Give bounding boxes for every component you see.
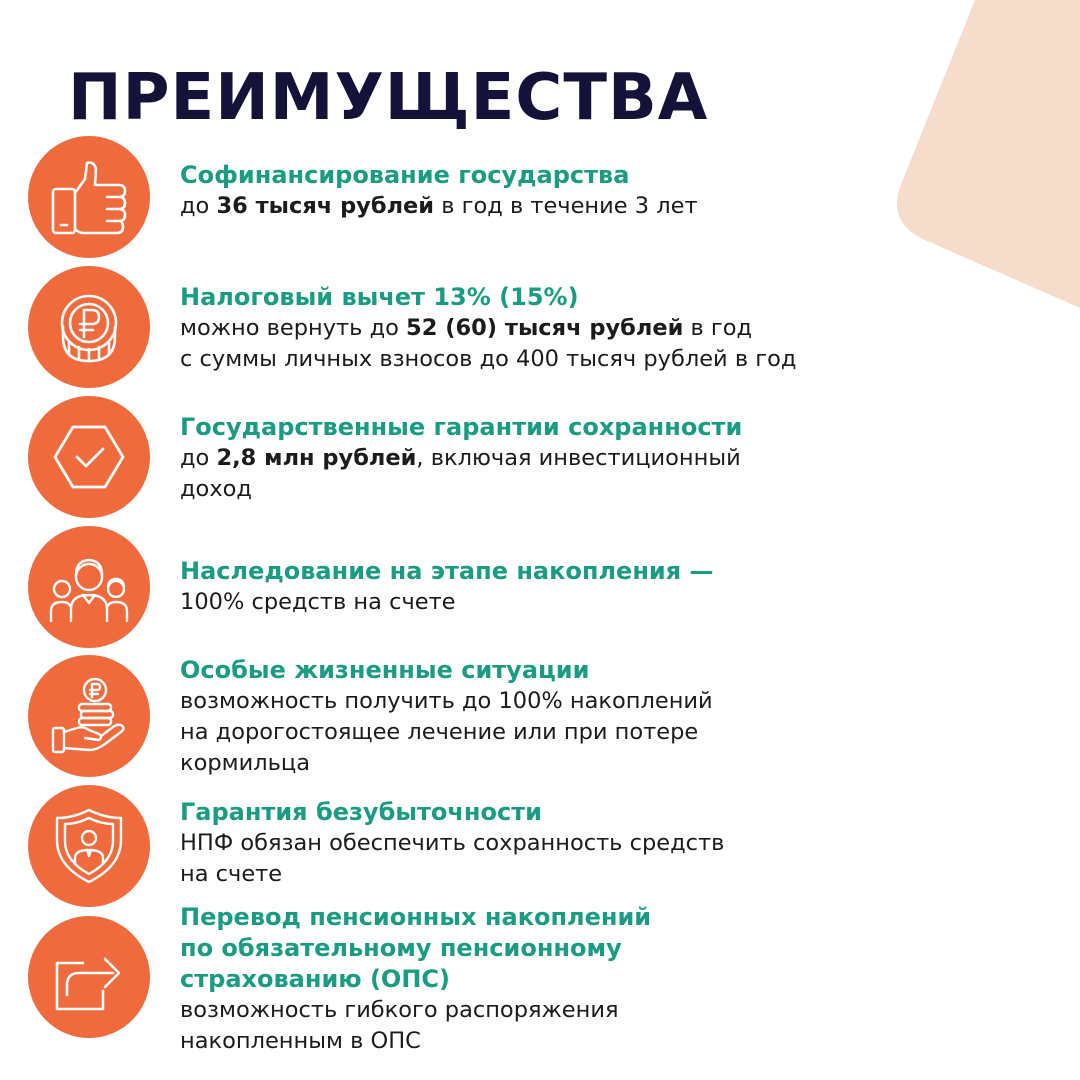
description-text: в год с суммы личных взносов до 400 тысяч рублей в год [180,315,797,372]
hand-coins-icon [28,655,150,777]
benefit-title: Софинансирование государства [180,161,630,189]
highlight-text: 2,8 млн рублей [216,445,417,471]
benefit-title: Перевод пенсионных накоплений по обязательному пенсионному страхованию (ОПС) [180,903,652,993]
benefit-description [180,686,1040,779]
description-text: до [180,445,217,471]
description-text: 100% средств на счете [180,589,456,615]
benefit-description [180,995,1040,1057]
description-text: , включая инвестиционный доход [180,445,741,502]
benefit-title: Гарантия безубыточности [180,798,542,826]
transfer-arrow-icon [28,916,150,1038]
benefit-description [180,443,1040,505]
benefit-title: Особые жизненные ситуации [180,656,590,684]
benefit-description [180,191,1040,222]
highlight-text: 52 (60) тысяч рублей [406,315,684,341]
benefit-title: Налоговый вычет 13% (15%) [180,283,579,311]
hexagon-check-icon [28,396,150,518]
benefit-description [180,313,1040,375]
description-text: до [180,193,217,219]
description-text: возможность гибкого распоряжения накопленным в ОПС [180,997,619,1054]
description-text: возможность получить до 100% накоплений на дорогостоящее лечение или при потере кормильца [180,688,713,776]
benefit-description [180,587,1040,618]
benefit-description [180,828,1040,890]
description-text: можно вернуть до [180,315,407,341]
shield-person-icon [28,785,150,907]
benefit-title: Государственные гарантии сохранности [180,413,743,441]
description-text: в год в течение 3 лет [434,193,698,219]
description-text: НПФ обязан обеспечить сохранность средств на счете [180,830,725,887]
family-icon [28,526,150,648]
page-title: ПРЕИМУЩЕСТВА [68,61,709,135]
ruble-coin-icon [28,266,150,388]
highlight-text: 36 тысяч рублей [216,193,435,219]
benefit-title: Наследование на этапе накопления — [180,557,714,585]
thumbs-up-icon [28,136,150,258]
